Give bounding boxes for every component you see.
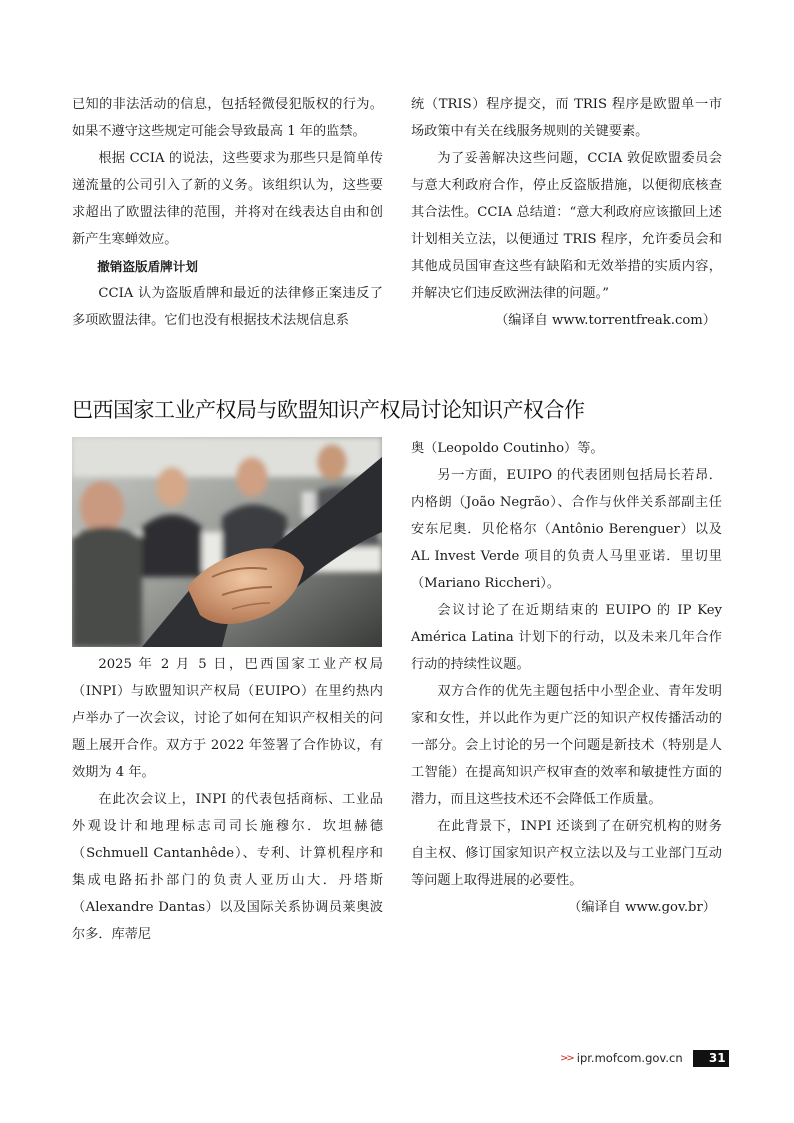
page-footer — [560, 1049, 729, 1067]
site-url[interactable]: ipr.mofcom.gov.cn — [576, 1051, 683, 1065]
double-chevron-icon: >> — [560, 1052, 573, 1064]
paragraph: 奥（Leopoldo Coutinho）等。 — [411, 441, 604, 456]
subheading: 撤销盗版盾牌计划 — [97, 259, 198, 274]
paragraph: 根据 CCIA 的说法，这些要求为那些只是简单传递流量的公司引入了新的义务。该组织认为，这些要求超出了欧盟法律的范围，并将对在线表达自由和创新产生寒蝉效应。 — [72, 151, 383, 247]
top-right-column — [411, 91, 722, 334]
article-left-column — [72, 651, 383, 948]
source-credit: （编译自 www.gov.br） — [568, 900, 716, 915]
paragraph: 已知的非法活动的信息，包括轻微侵犯版权的行为。如果不遵守这些规定可能会导致最高 1 年的监禁。 — [72, 97, 383, 139]
paragraph: 另一方面，EUIPO 的代表团则包括局长若昂．内格朗（João Negrão）、合作与伙伴关系部副主任安东尼奥．贝伦格尔（Antônio Berenguer）以及 AL Invest Verde 项目的负责人马里亚诺．里切里（Mariano Riccheri）。 — [411, 468, 722, 591]
paragraph: 在此背景下，INPI 还谈到了在研究机构的财务自主权、修订国家知识产权立法以及与工业部门互动等问题上取得进展的必要性。 — [411, 819, 722, 888]
article-headline: 巴西国家工业产权局与欧盟知识产权局讨论知识产权合作 — [72, 398, 585, 422]
paragraph: 在此次会议上，INPI 的代表包括商标、工业品外观设计和地理标志司司长施穆尔．坎坦赫德（Schmuell Cantanhêde）、专利、计算机程序和集成电路拓扑部门的负责人亚历山大．丹塔斯（Alexandre Dantas）以及国际关系协调员莱奥波尔多．库蒂尼 — [72, 792, 383, 942]
paragraph: 2025 年 2 月 5 日，巴西国家工业产权局（INPI）与欧盟知识产权局（EUIPO）在里约热内卢举办了一次会议，讨论了如何在知识产权相关的问题上展开合作。双方于 2022 年签署了合作协议，有效期为 4 年。 — [72, 657, 383, 780]
paragraph: CCIA 认为盗版盾牌和最近的法律修正案违反了多项欧盟法律。它们也没有根据技术法规信息系 — [72, 286, 383, 328]
source-credit: （编译自 www.torrentfreak.com） — [495, 313, 716, 328]
handshake-photo — [72, 437, 382, 647]
page-number: 31 — [693, 1050, 729, 1067]
paragraph: 统（TRIS）程序提交，而 TRIS 程序是欧盟单一市场政策中有关在线服务规则的关键要素。 — [411, 97, 722, 139]
top-left-column — [72, 91, 383, 334]
paragraph: 会议讨论了在近期结束的 EUIPO 的 IP Key América Latina 计划下的行动，以及未来几年合作行动的持续性议题。 — [411, 603, 722, 672]
paragraph: 为了妥善解决这些问题，CCIA 敦促欧盟委员会与意大利政府合作，停止反盗版措施，以便彻底核查其合法性。CCIA 总结道：“意大利政府应该撤回上述计划相关立法，以便通过 TRIS 程序，允许委员会和其他成员国审查这些有缺陷和无效举措的实质内容，并解决它们违反欧洲法律的问题。” — [411, 151, 722, 301]
paragraph: 双方合作的优先主题包括中小型企业、青年发明家和女性，并以此作为更广泛的知识产权传播活动的一部分。会上讨论的另一个问题是新技术（特别是人工智能）在提高知识产权审查的效率和敏捷性方面的潜力，而且这些技术还不会降低工作质量。 — [411, 684, 722, 807]
article-right-column — [411, 435, 722, 921]
